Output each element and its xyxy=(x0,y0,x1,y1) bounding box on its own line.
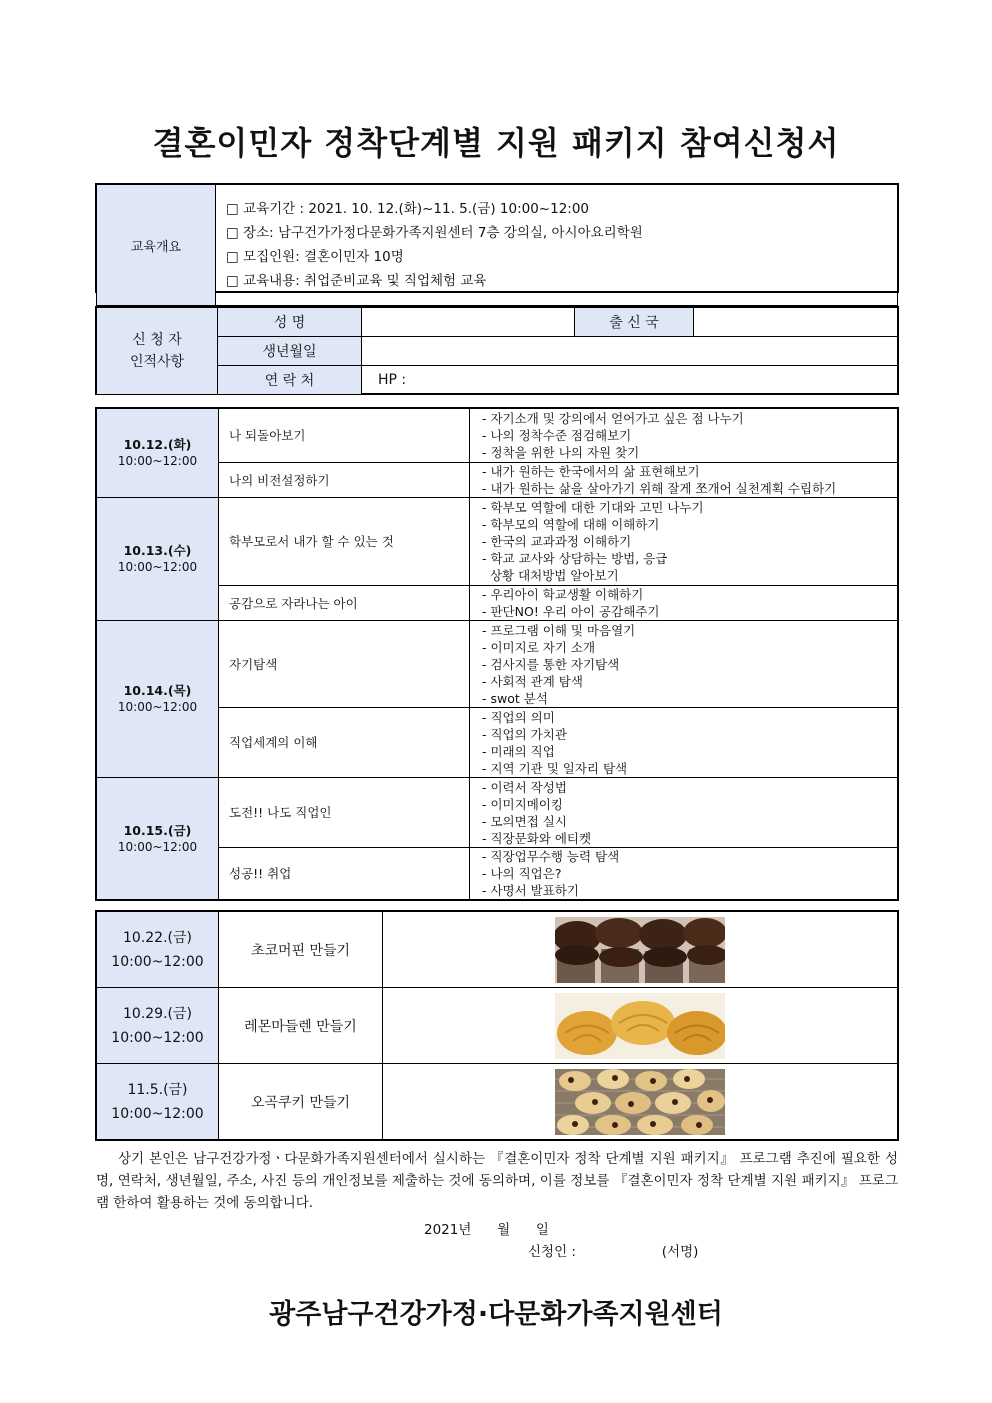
contact-field[interactable] xyxy=(362,366,898,395)
cooking-time: 10:00~12:00 xyxy=(111,1029,204,1046)
session-topic: 나의 비전설정하기 xyxy=(219,463,470,498)
session-items xyxy=(470,498,898,586)
session-topic: 성공!! 취업 xyxy=(219,848,470,900)
session-items xyxy=(470,621,898,708)
session-time: 10:00~12:00 xyxy=(117,700,198,714)
name-field[interactable] xyxy=(362,308,575,337)
session-item: - 사회적 관계 탐색 xyxy=(482,673,583,689)
applicant-signature: 신청인 : (서명) xyxy=(528,1244,699,1260)
consent-paragraph: 상기 본인은 남구건강가정ㆍ다문화가족지원센터에서 실시하는 『결혼이민자 정착 단계별 지원 패키지』 프로그램 추진에 필요한 성명, 연락처, 생년월일, 주소, 사진 등의 개인정보를 제출하는 것에 동의하며, 이를 정보를 『결혼이민자 정착 단계별 지원 패키지』 프로그램 한하여 활용하는 것에 동의합니다. xyxy=(96,1151,898,1211)
curriculum-table xyxy=(96,408,898,900)
session-item: - 지역 기관 및 일자리 탐색 xyxy=(482,760,628,776)
session-items xyxy=(470,778,898,848)
session-date-cell xyxy=(97,409,219,498)
session-item: - 나의 정착수준 점검해보기 xyxy=(482,428,632,443)
session-item: - 직장업무수행 능력 탐색 xyxy=(482,849,620,864)
session-item: - 미래의 직업 xyxy=(482,743,555,759)
session-items xyxy=(470,586,898,621)
session-time: 10:00~12:00 xyxy=(117,560,198,574)
session-item: - 자기소개 및 강의에서 얻어가고 싶은 점 나누기 xyxy=(482,411,744,426)
birth-field[interactable] xyxy=(362,337,898,366)
session-items xyxy=(470,463,898,498)
country-label: 출 신 국 xyxy=(575,308,694,337)
overview-content: □ 교육내용: 취업준비교육 및 직업체험 교육 xyxy=(226,273,487,289)
overview-label: 교육개요 xyxy=(97,185,216,306)
session-items xyxy=(470,848,898,900)
session-items xyxy=(470,708,898,778)
session-item: - 내가 원하는 삶을 살아가기 위해 잘게 쪼개어 실천계획 수립하기 xyxy=(482,481,837,496)
session-item: - 검사지를 통한 자기탐색 xyxy=(482,656,620,672)
cooking-title: 오곡쿠키 만들기 xyxy=(219,1064,383,1140)
session-date-cell xyxy=(97,778,219,900)
session-topic: 공감으로 자라나는 아이 xyxy=(219,586,470,621)
session-topic: 직업세계의 이해 xyxy=(219,708,470,778)
cooking-photo-cell xyxy=(383,1064,898,1140)
cooking-table xyxy=(96,911,898,1140)
session-items xyxy=(470,409,898,463)
session-item: - 정착을 위한 나의 자원 찾기 xyxy=(482,445,640,460)
cooking-date-cell xyxy=(97,912,219,988)
session-item: - 이미지로 자기 소개 xyxy=(482,639,596,655)
session-item: - 학교 교사와 상담하는 방법, 응급 xyxy=(482,551,668,566)
session-item: - 이미지메이킹 xyxy=(482,796,563,812)
overview-list xyxy=(216,185,898,306)
consent-text xyxy=(96,1148,898,1214)
session-item: - 프로그램 이해 및 마음열기 xyxy=(482,622,636,638)
cooking-date-cell xyxy=(97,988,219,1064)
cooking-photo-cell xyxy=(383,912,898,988)
session-item: - 직장문화와 에티켓 xyxy=(482,830,592,846)
name-label: 성 명 xyxy=(218,308,362,337)
overview-place: □ 장소: 남구건가가정다문화가족지원센터 7층 강의실, 아시아요리학원 xyxy=(226,225,643,241)
applicant-label-line2: 인적사항 xyxy=(129,354,185,370)
overview-recruit: □ 모집인원: 결혼이민자 10명 xyxy=(226,249,404,265)
session-item: - swot 분석 xyxy=(482,690,548,706)
session-topic: 학부모로서 내가 할 수 있는 것 xyxy=(219,498,470,586)
application-date: 2021년 월 일 xyxy=(424,1222,549,1238)
session-item: - 한국의 교과과정 이해하기 xyxy=(482,534,632,549)
session-item: - 우리아이 학교생활 이해하기 xyxy=(482,587,644,602)
cooking-date: 10.22.(금) xyxy=(123,929,192,946)
applicant-label-line1: 신 청 자 xyxy=(132,332,182,348)
session-time: 10:00~12:00 xyxy=(117,839,198,854)
birth-label: 생년월일 xyxy=(218,337,362,366)
session-item: - 이력서 작성법 xyxy=(482,779,567,795)
session-item: - 학부모 역할에 대한 기대와 고민 나누기 xyxy=(482,500,704,515)
session-time: 10:00~12:00 xyxy=(117,454,198,468)
chocolate-muffin-photo xyxy=(555,917,725,983)
cooking-date: 11.5.(금) xyxy=(127,1081,188,1098)
session-topic: 나 되돌아보기 xyxy=(219,409,470,463)
hp-label: HP : xyxy=(378,372,407,388)
session-date: 10.14.(목) xyxy=(123,683,192,698)
cooking-date-cell xyxy=(97,1064,219,1140)
cooking-title: 초코머핀 만들기 xyxy=(219,912,383,988)
lemon-madeleine-photo xyxy=(555,993,725,1059)
overview-table xyxy=(96,184,898,306)
session-item: - 학부모의 역할에 대해 이해하기 xyxy=(482,517,660,532)
session-item: - 나의 직업은? xyxy=(482,866,562,881)
session-item: - 판단NO! 우리 아이 공감해주기 xyxy=(482,604,660,619)
contact-label: 연 락 처 xyxy=(218,366,362,395)
session-item: - 사명서 발표하기 xyxy=(482,883,579,898)
cooking-time: 10:00~12:00 xyxy=(111,953,204,970)
grain-cookie-photo xyxy=(555,1069,725,1135)
session-date: 10.15.(금) xyxy=(123,822,192,838)
applicant-table xyxy=(96,307,898,395)
country-field[interactable] xyxy=(694,308,898,337)
session-item: - 내가 원하는 한국에서의 삶 표현해보기 xyxy=(482,464,700,479)
session-item: - 직업의 가치관 xyxy=(482,726,567,742)
cooking-date: 10.29.(금) xyxy=(123,1005,192,1022)
session-item: 상황 대처방법 알아보기 xyxy=(482,568,619,583)
session-item: - 직업의 의미 xyxy=(482,709,555,725)
session-date-cell xyxy=(97,621,219,778)
session-date-cell xyxy=(97,498,219,621)
document-title: 결혼이민자 정착단계별 지원 패키지 참여신청서 xyxy=(152,124,840,162)
session-date: 10.13.(수) xyxy=(123,543,192,558)
cooking-photo-cell xyxy=(383,988,898,1064)
overview-period: □ 교육기간 : 2021. 10. 12.(화)~11. 5.(금) 10:00~12:00 xyxy=(226,201,590,217)
session-topic: 자기탐색 xyxy=(219,621,470,708)
session-topic: 도전!! 나도 직업인 xyxy=(219,778,470,848)
applicant-label xyxy=(97,308,218,395)
cooking-time: 10:00~12:00 xyxy=(111,1105,204,1122)
cooking-title: 레몬마들렌 만들기 xyxy=(219,988,383,1064)
organization-name: 광주남구건강가정·다문화가족지원센터 xyxy=(269,1299,723,1330)
session-date: 10.12.(화) xyxy=(123,437,192,452)
session-item: - 모의면접 실시 xyxy=(482,813,567,829)
